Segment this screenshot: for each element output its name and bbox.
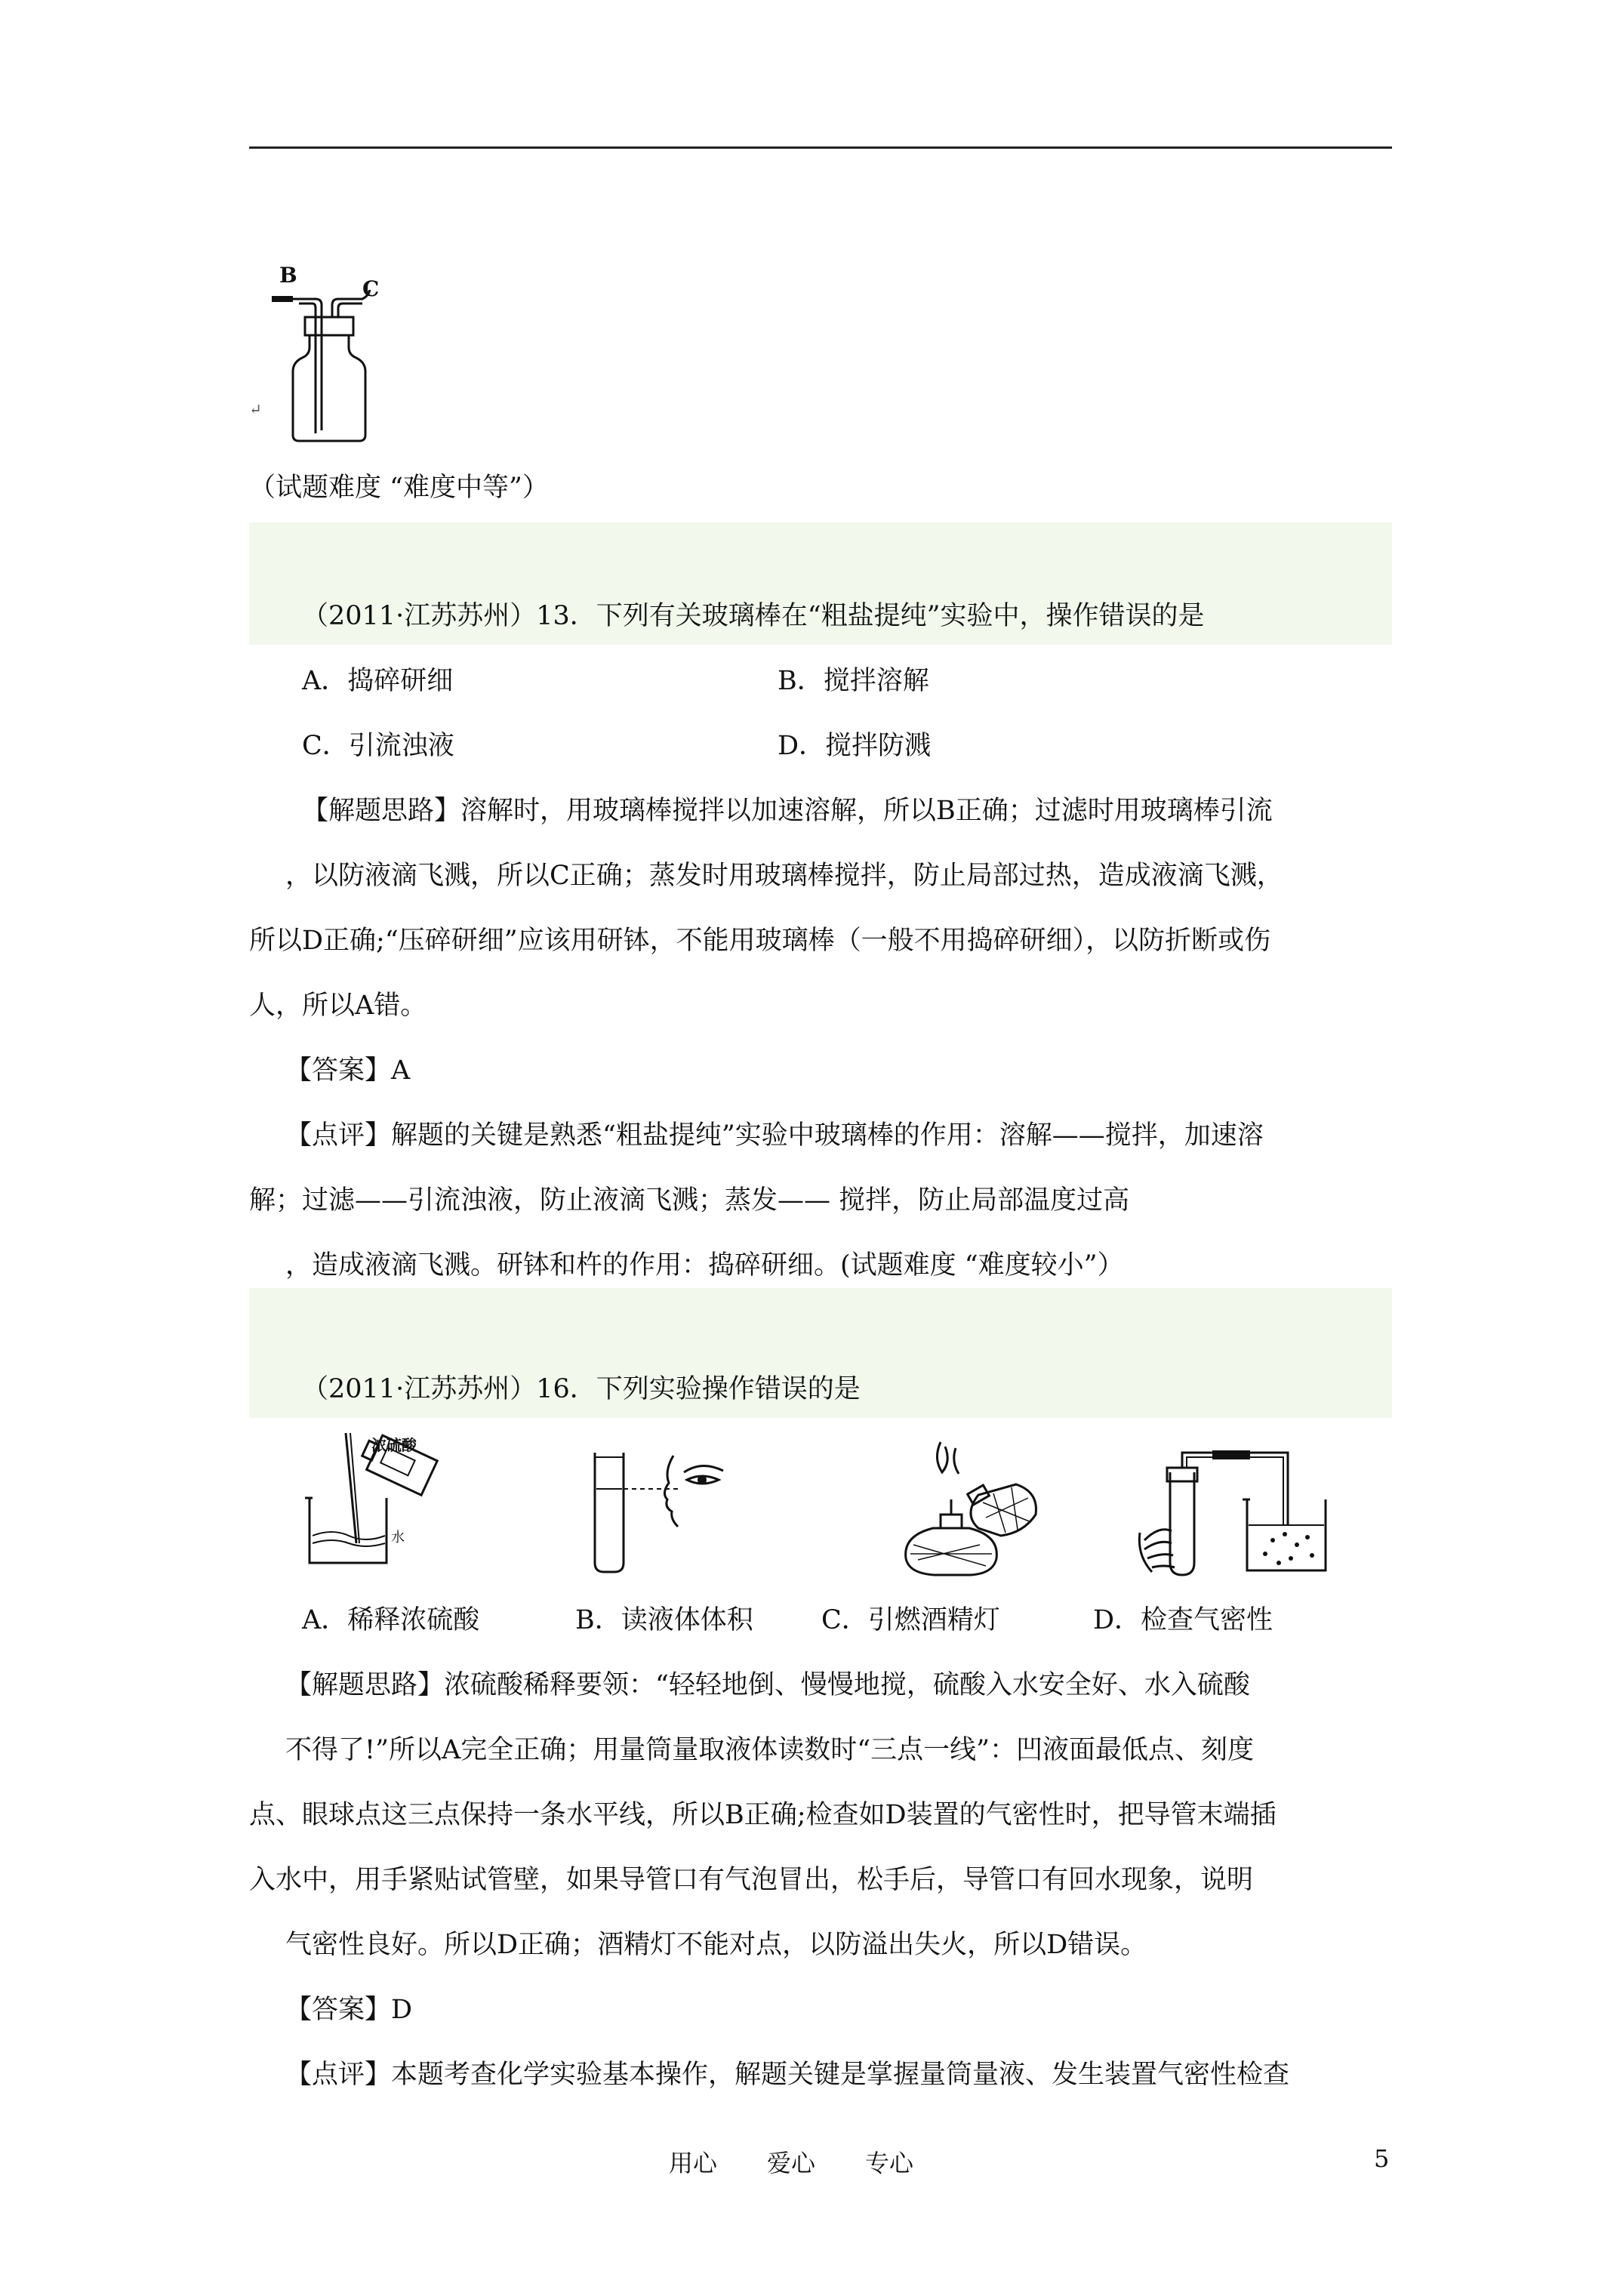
q13-analysis-line: 所以D正确;“压碎研细”应该用研钵，不能用玻璃棒（一般不用捣碎研细），以防折断或伤 xyxy=(249,926,1271,956)
figure-c-alcohol-lamp xyxy=(888,1439,1054,1578)
footer-motto-2: 爱心 xyxy=(767,2149,816,2177)
acid-bottle-label: 浓硫酸 xyxy=(371,1436,417,1454)
q16-comment-line: 【点评】本题考查化学实验基本操作，解题关键是掌握量筒量液、发生装置气密性检查 xyxy=(285,2060,1290,2090)
gas-bottle-figure xyxy=(249,257,400,445)
acid-dilution-icon xyxy=(302,1430,453,1573)
q13-analysis-line: ，以防液滴飞溅，所以C正确；蒸发时用玻璃棒搅拌，防止局部过热，造成液滴飞溅， xyxy=(285,861,1283,891)
q13-comment-line: ，造成液滴飞溅。研钵和杵的作用：捣碎研细。(试题难度 “难度较小”） xyxy=(285,1250,1124,1281)
q13-option-c: C．引流浊液 xyxy=(302,731,454,761)
header-rule xyxy=(249,146,1392,149)
q16-analysis-line: 气密性良好。所以D正确；酒精灯不能对点，以防溢出失火，所以D错误。 xyxy=(285,1930,1147,1960)
q13-comment-line: 解；过滤——引流浊液，防止液滴飞溅；蒸发—— 搅拌，防止局部温度过高 xyxy=(249,1185,1130,1216)
q16-analysis-line: 不得了!”所以A完全正确；用量筒量取液体读数时“三点一线”：凹液面最低点、刻度 xyxy=(285,1735,1255,1765)
footer-motto-3: 专心 xyxy=(865,2149,914,2177)
alcohol-lamp-icon xyxy=(888,1439,1054,1578)
q16-option-c: C．引燃酒精灯 xyxy=(821,1605,1000,1635)
q16-option-d: D．检查气密性 xyxy=(1093,1605,1273,1635)
q13-option-b: B．搅拌溶解 xyxy=(778,666,929,696)
q13-analysis-line: 【解题思路】溶解时，用玻璃棒搅拌以加速溶解，所以B正确；过滤时用玻璃棒引流 xyxy=(302,796,1273,826)
q13-comment-line: 【点评】解题的关键是熟悉“粗盐提纯”实验中玻璃棒的作用：溶解——搅拌，加速溶 xyxy=(285,1120,1264,1151)
q13-answer: 【答案】A xyxy=(285,1056,411,1086)
q16-answer: 【答案】D xyxy=(285,1995,413,2025)
q16-analysis-line: 入水中，用手紧贴试管壁，如果导管口有气泡冒出，松手后，导管口有回水现象，说明 xyxy=(249,1865,1254,1895)
q12-difficulty: （试题难度 “难度中等”） xyxy=(249,473,549,503)
q16-analysis-line: 【解题思路】浓硫酸稀释要领：“轻轻地倒、慢慢地搅，硫酸入水安全好、水入硫酸 xyxy=(285,1670,1250,1700)
footer-motto-1: 用心 xyxy=(669,2149,718,2177)
q13-option-a: A．捣碎研细 xyxy=(302,666,454,696)
q16-option-b: B．读液体体积 xyxy=(575,1605,753,1635)
q13-analysis-line: 人，所以A错。 xyxy=(249,991,427,1021)
q13-stem: （2011·江苏苏州）13．下列有关玻璃棒在“粗盐提纯”实验中，操作错误的是 xyxy=(302,601,1205,631)
q16-option-a: A．稀释浓硫酸 xyxy=(302,1605,480,1635)
gas-bottle-icon xyxy=(249,257,400,445)
q16-stem: （2011·江苏苏州）16．下列实验操作错误的是 xyxy=(302,1374,861,1404)
airtightness-apparatus-icon xyxy=(1137,1450,1333,1578)
figure-label-c: C xyxy=(362,276,380,301)
water-label: 水 xyxy=(391,1530,405,1546)
q13-option-d: D．搅拌防溅 xyxy=(778,731,932,761)
page-number: 5 xyxy=(1374,2144,1390,2173)
q16-analysis-line: 点、眼球点这三点保持一条水平线，所以B正确;检查如D装置的气密性时，把导管末端插 xyxy=(249,1800,1277,1830)
figure-d-airtight-check xyxy=(1137,1450,1333,1578)
figure-label-b: B xyxy=(279,263,297,288)
graduated-cylinder-icon xyxy=(589,1450,740,1578)
return-mark: ↵ xyxy=(249,400,262,418)
figure-b-read-cylinder xyxy=(589,1450,740,1578)
figure-a-dilute-acid xyxy=(302,1430,453,1573)
